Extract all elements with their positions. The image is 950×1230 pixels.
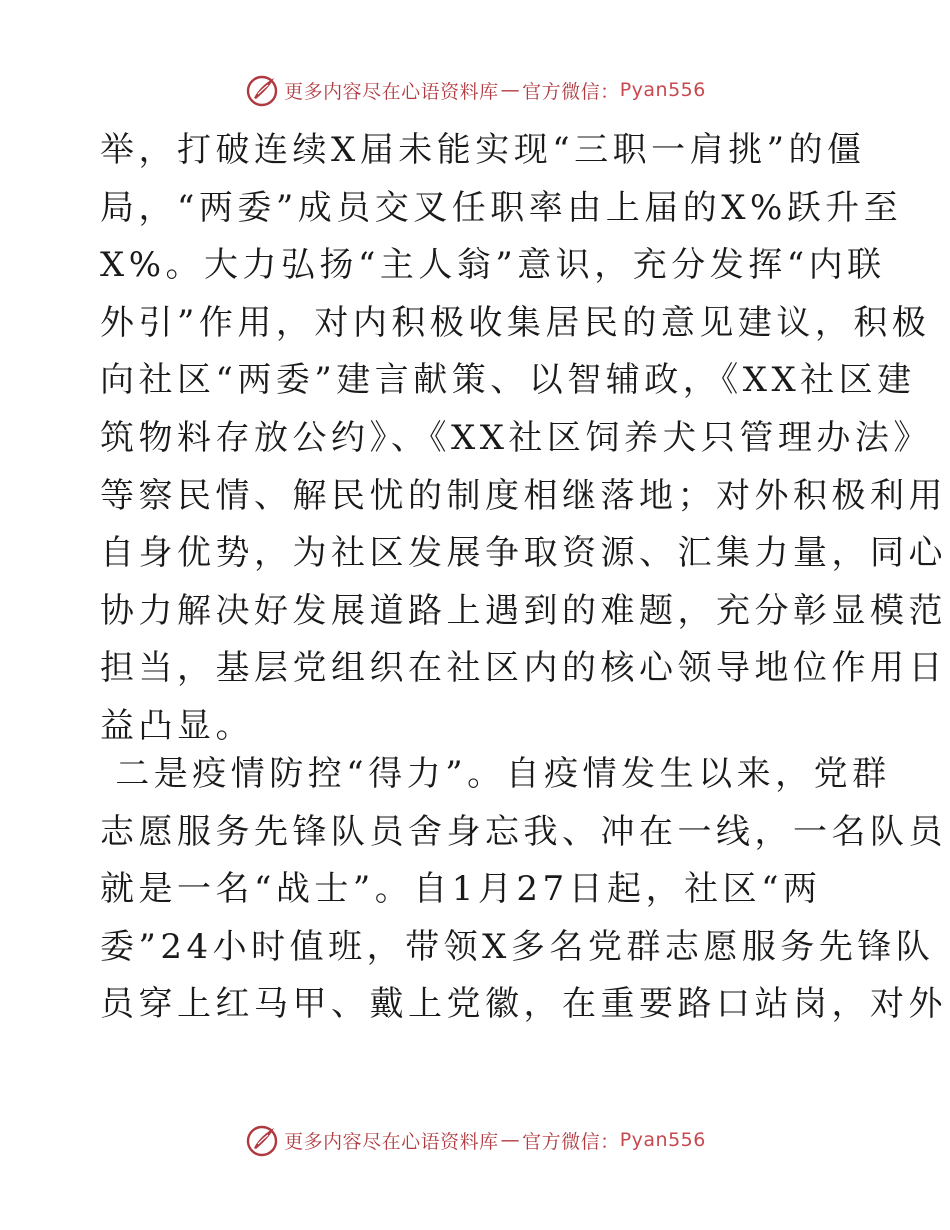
- paragraph-2: [100, 746, 947, 1034]
- watermark-separator: —: [500, 1129, 521, 1151]
- watermark-label: 官方微信：: [522, 80, 620, 103]
- text-line: 担当，基层党组织在社区内的核心领导地位作用日: [100, 648, 947, 689]
- watermark-separator: —: [500, 79, 521, 101]
- text-line: 自身优势，为社区发展争取资源、汇集力量，同心: [100, 533, 947, 574]
- text-line: 向社区“两委”建言献策、以智辅政，《XX社区建: [100, 360, 916, 401]
- text-line: 等察民情、解民忧的制度相继落地；对外积极利用: [100, 475, 947, 516]
- text-line: 志愿服务先锋队员舍身忘我、冲在一线，一名队员: [100, 811, 947, 852]
- watermark-text: 更多内容尽在心语资料库: [284, 1130, 499, 1153]
- watermark-text: 更多内容尽在心语资料库: [284, 80, 499, 103]
- paragraph-1: [100, 122, 947, 756]
- text-line: 就是一名“战士”。自1月27日起，社区“两: [100, 869, 822, 910]
- flame-quill-logo-icon: [244, 1122, 280, 1158]
- watermark-id: Pyan556: [619, 1129, 706, 1151]
- text-line: 举，打破连续X届未能实现“三职一肩挑”的僵: [100, 130, 866, 170]
- text-line: 外引”作用，对内积极收集居民的意见建议，积极: [100, 302, 931, 343]
- watermark-id: Pyan556: [619, 79, 706, 101]
- text-line: 协力解决好发展道路上遇到的难题，充分彰显模范: [100, 590, 947, 631]
- text-line: 委”24小时值班，带领X多名党群志愿服务先锋队: [100, 926, 935, 967]
- flame-quill-logo-icon: [244, 72, 280, 108]
- watermark-label: 官方微信：: [522, 1130, 620, 1153]
- footer-watermark: [0, 1122, 950, 1158]
- text-line: X%。大力弘扬“主人翁”意识，充分发挥“内联: [100, 245, 886, 286]
- text-line: 二是疫情防控“得力”。自疫情发生以来，党群: [100, 754, 891, 794]
- text-line: 局，“两委”成员交叉任职率由上届的X%跃升至: [100, 187, 903, 228]
- text-line: 筑物料存放公约》、《XX社区饲养犬只管理办法》: [100, 417, 932, 458]
- text-line: 益凸显。: [100, 705, 254, 746]
- text-line: 员穿上红马甲、戴上党徽，在重要路口站岗，对外: [100, 984, 947, 1025]
- header-watermark: [0, 72, 950, 108]
